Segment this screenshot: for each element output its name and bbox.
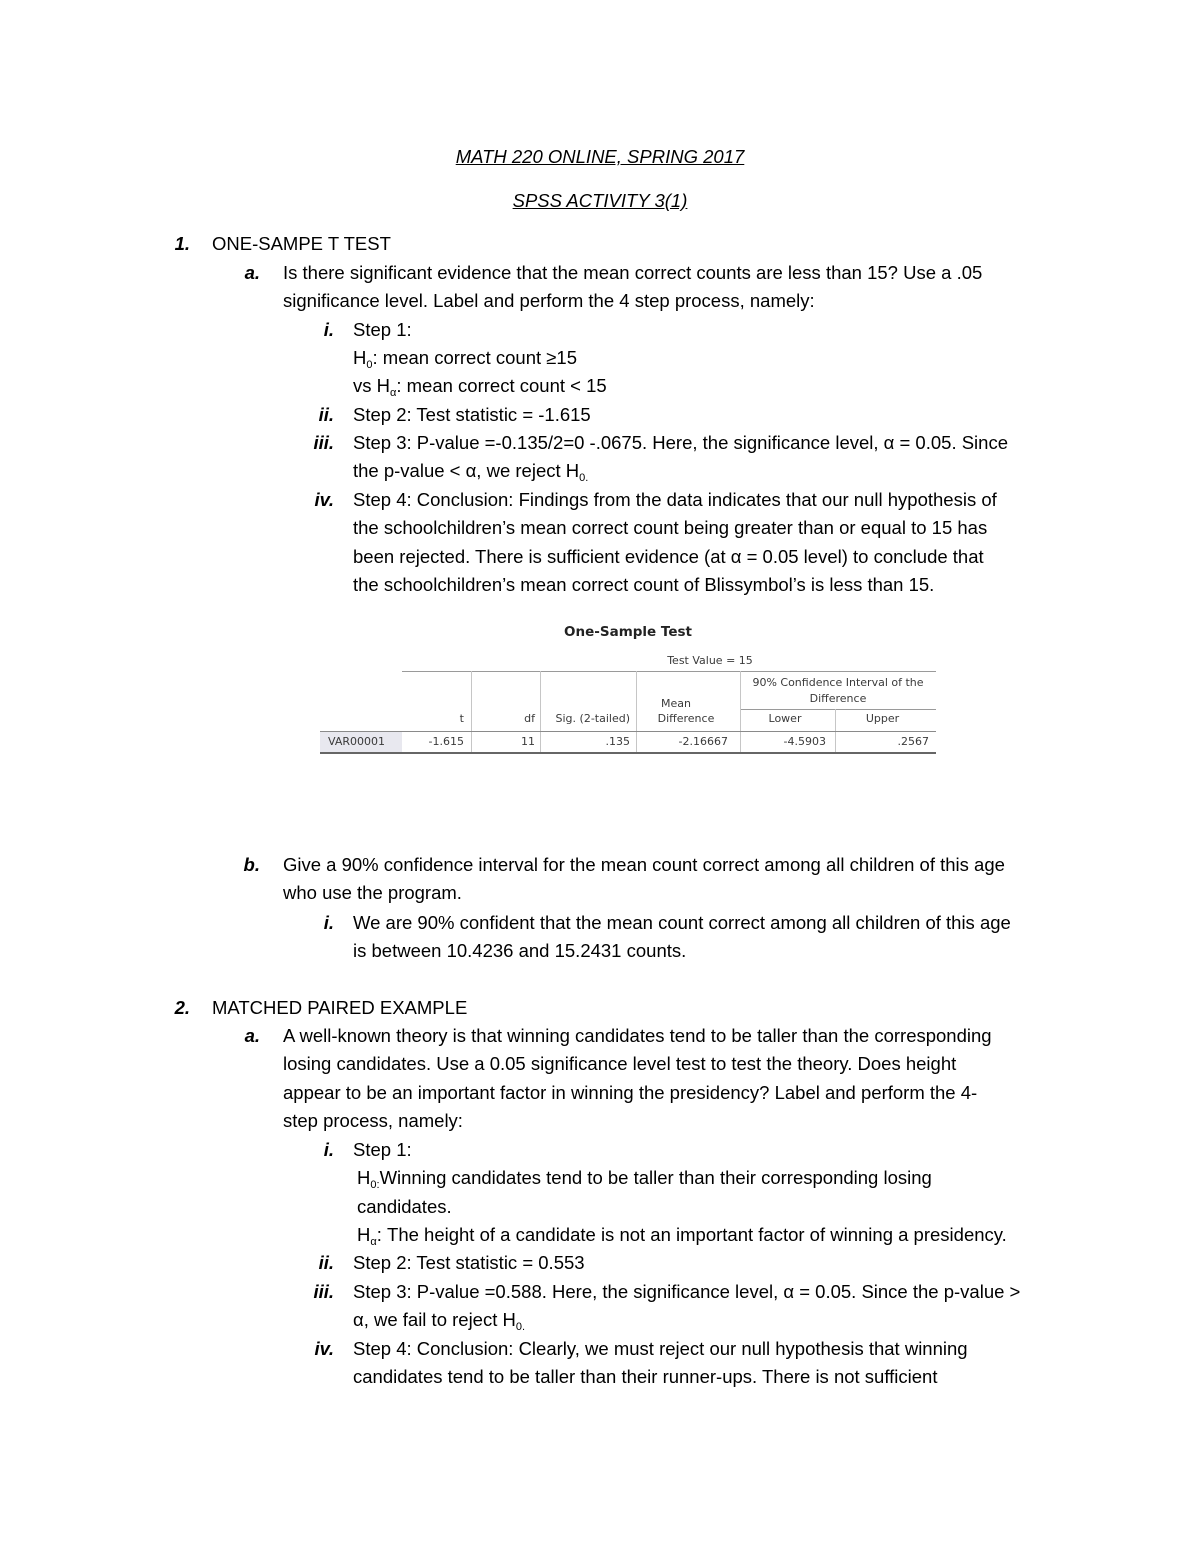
table-cell: .135 — [605, 735, 630, 748]
item-2a-iii-marker: iii. — [313, 1281, 334, 1302]
item-1a-marker: a. — [244, 262, 260, 283]
item-2a-i-marker: i. — [323, 1139, 334, 1160]
null-hypothesis-1: $H_0$: mean correct count ≥15 — [353, 347, 578, 371]
item-1a-ii-text: Step 2: Test statistic = -1.615 — [353, 404, 591, 425]
ci-header-line: 90% Confidence Interval of the — [752, 676, 924, 689]
item-2a-marker: a. — [244, 1025, 260, 1046]
item-1b-i-line: is between 10.4236 and 15.2431 counts. — [353, 940, 687, 961]
item-2a-iii-line: α, we fail to reject $H_{0.}$ — [353, 1309, 526, 1333]
item-2a-line: appear to be an important factor in winning the presidency? Label and perform the 4- — [283, 1082, 978, 1103]
item-2a-iv-line: Step 4: Conclusion: Clearly, we must reject our null hypothesis that winning — [353, 1338, 968, 1359]
item-1b-i-line: We are 90% confident that the mean count correct among all children of this age — [353, 912, 1011, 933]
item-1a-iv-line: the schoolchildren’s mean correct count of Blissymbol’s is less than 15. — [353, 574, 935, 595]
null-hypothesis-2-cont: candidates. — [357, 1196, 452, 1217]
section-2-number: 2. — [174, 997, 190, 1018]
item-1b-line: Give a 90% confidence interval for the mean count correct among all children of this age — [283, 854, 1005, 875]
alt-hypothesis-2: $H_\alpha$: The height of a candidate is not an important factor of winning a presidency. — [357, 1224, 1007, 1248]
col-header-mean: Mean — [661, 697, 691, 710]
item-1a-iv-marker: iv. — [314, 489, 334, 510]
item-1a-i-marker: i. — [323, 319, 334, 340]
item-1a-i-label: Step 1: — [353, 319, 412, 340]
table-title: One-Sample Test — [564, 624, 692, 640]
item-2a-line: A well-known theory is that winning candidates tend to be taller than the corresponding — [283, 1025, 992, 1046]
one-sample-test-table — [320, 620, 936, 760]
item-2a-iii-line: Step 3: P-value =0.588. Here, the significance level, α = 0.05. Since the p-value > — [353, 1281, 1021, 1302]
table-cell: 11 — [521, 735, 535, 748]
item-1a-iv-line: been rejected. There is sufficient evidence (at α = 0.05 level) to conclude that — [353, 546, 984, 567]
item-1b-line: who use the program. — [283, 882, 462, 903]
test-value-label: Test Value = 15 — [667, 654, 753, 667]
item-1a-iii-marker: iii. — [313, 432, 334, 453]
col-header-t: t — [459, 712, 464, 725]
item-1b-marker: b. — [243, 854, 260, 875]
item-1a-iv-line: Step 4: Conclusion: Findings from the data indicates that our null hypothesis of — [353, 489, 997, 510]
section-1-heading: ONE-SAMPE T TEST — [212, 233, 391, 254]
section-2-heading: MATCHED PAIRED EXAMPLE — [212, 997, 468, 1018]
table-cell: -2.16667 — [678, 735, 728, 748]
item-2a-iv-marker: iv. — [314, 1338, 334, 1359]
table-cell: -1.615 — [428, 735, 464, 748]
alt-hypothesis-1: vs $H_\alpha$: mean correct count < 15 — [353, 375, 607, 399]
document-subtitle: SPSS ACTIVITY 3(1) — [512, 190, 688, 211]
item-1a-iii-line: the p-value < α, we reject $H_{0.}$ — [353, 460, 589, 484]
item-2a-ii-marker: ii. — [318, 1252, 334, 1273]
item-2a-iv-line: candidates tend to be taller than their runner-ups. There is not sufficient — [353, 1366, 938, 1387]
table-cell: -4.5903 — [783, 735, 826, 748]
item-1a-line: significance level. Label and perform the 4 step process, namely: — [283, 290, 815, 311]
item-1a-iii-line: Step 3: P-value =-0.135/2=0 -.0675. Here, the significance level, α = 0.05. Since — [353, 432, 1008, 453]
item-2a-line: step process, namely: — [283, 1110, 463, 1131]
col-header-difference: Difference — [657, 712, 715, 725]
table-cell: .2567 — [897, 735, 929, 748]
item-1b-i-marker: i. — [323, 912, 334, 933]
table-row-label: VAR00001 — [328, 735, 385, 748]
item-2a-ii-text: Step 2: Test statistic = 0.553 — [353, 1252, 585, 1273]
item-2a-line: losing candidates. Use a 0.05 significance level test to test the theory. Does height — [283, 1053, 957, 1074]
null-hypothesis-2: $H_{0:}Winning$ candidates tend to be taller than their corresponding losing — [357, 1167, 932, 1191]
ci-header-line: Difference — [809, 692, 867, 705]
item-1a-line: Is there significant evidence that the mean correct counts are less than 15? Use a .05 — [283, 262, 983, 283]
col-header-upper: Upper — [865, 712, 900, 725]
item-1a-iv-line: the schoolchildren’s mean correct count being greater than or equal to 15 has — [353, 517, 988, 538]
item-2a-i-label: Step 1: — [353, 1139, 412, 1160]
col-header-lower: Lower — [768, 712, 802, 725]
item-1a-ii-marker: ii. — [318, 404, 334, 425]
document-title: MATH 220 ONLINE, SPRING 2017 — [455, 146, 745, 167]
col-header-df: df — [524, 712, 535, 725]
col-header-sig: Sig. (2-tailed) — [555, 712, 630, 725]
section-1-number: 1. — [174, 233, 190, 254]
